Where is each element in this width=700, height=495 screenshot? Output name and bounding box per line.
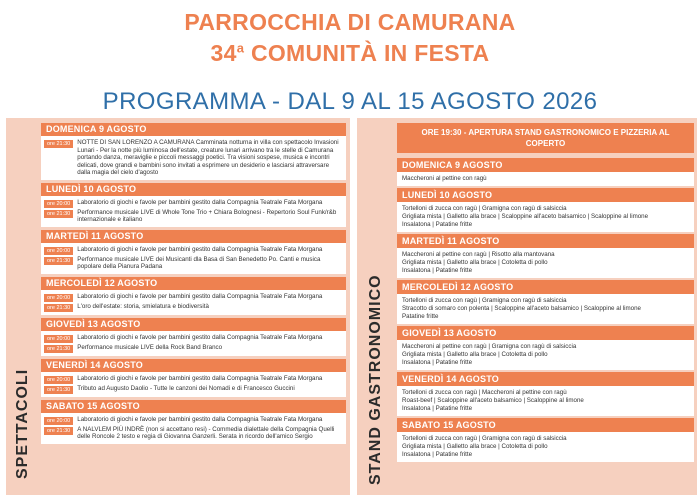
- edition-title: COMUNITÀ IN FESTA: [244, 40, 490, 66]
- menu-line: Maccheroni al pettine con ragù: [402, 175, 487, 182]
- event-row: [44, 256, 342, 271]
- day-header: MARTEDÌ 11 AGOSTO: [41, 230, 346, 243]
- menu-line: Maccheroni al pettine con ragù | Gramigna con ragù di salsiccia: [402, 343, 577, 350]
- menu-items: [397, 432, 694, 462]
- event-row: [44, 344, 342, 353]
- stand-label: STAND GASTRONOMICO: [367, 274, 384, 485]
- event-description: Laboratorio di giochi e favole per bambini gestito dalla Compagnia Teatrale Fata Morgana: [77, 374, 323, 382]
- menu-line: Tortelloni di zucca con ragù | Maccheroni al pettine con ragù: [402, 389, 567, 396]
- time-badge: ore 21:30: [44, 210, 73, 218]
- page-title: PARROCCHIA DI CAMURANA: [184, 9, 516, 35]
- spettacoli-schedule: [41, 123, 346, 447]
- time-badge: ore 21:30: [44, 345, 73, 353]
- menu-items: [397, 248, 694, 278]
- event-description: Laboratorio di giochi e favole per bambini gestito dalla Compagnia Teatrale Fata Morgana: [77, 245, 323, 253]
- menu-items: [397, 294, 694, 324]
- day-block: [41, 277, 346, 315]
- menu-line: Insalatona | Patatine fritte: [402, 359, 473, 366]
- day-block: [41, 183, 346, 227]
- day-block: [41, 318, 346, 356]
- menu-line: Roast-beef | Scaloppine all'aceto balsamico | Scaloppine al limone: [402, 397, 584, 404]
- menu-day-block: [397, 188, 694, 232]
- day-block: [41, 123, 346, 180]
- event-description: NOTTE DI SAN LORENZO A CAMURANA Camminata notturna in villa con spettacolo Invasioni Lunari - Per la notte più luminosa dell'estate, creature lunari arrivano tra le stelle di Camurana portando danza, meraviglie e piccoli messaggi poetici. Tra visioni sospese, musica e incontri delicati, dove grandi e bambini sono invitati a esprimere un desiderio e lasciarsi attraversare dalla magia del cielo d'agosto: [77, 139, 339, 176]
- menu-line: Grigliata mista | Galletto alla brace | Cotoletta di pollo: [402, 259, 548, 266]
- day-events: [41, 243, 346, 274]
- menu-day-header: MERCOLEDÌ 12 AGOSTO: [397, 280, 694, 294]
- menu-items: [397, 202, 694, 232]
- menu-day-header: SABATO 15 AGOSTO: [397, 418, 694, 432]
- time-badge: ore 21:30: [44, 427, 73, 435]
- day-events: [41, 331, 346, 356]
- time-badge: ore 20:00: [44, 417, 73, 425]
- event-row: [44, 199, 342, 208]
- menu-day-block: [397, 234, 694, 278]
- menu-line: Grigliata mista | Galletto alla brace | Cotoletta di pollo: [402, 351, 548, 358]
- event-description: L'oro dell'estate: storia, smielatura e biodiversità: [77, 302, 209, 310]
- event-description: Performance musicale LIVE dei Musicanti dla Basa di San Benedetto Po. Canti e musica popolare della Pianura Padana: [77, 255, 321, 270]
- time-badge: ore 20:00: [44, 376, 73, 384]
- event-description: Tributo ad Augusto Daolio - Tutte le canzoni dei Nomadi e di Francesco Guccini: [77, 384, 295, 392]
- menu-day-header: GIOVEDÌ 13 AGOSTO: [397, 326, 694, 340]
- event-description: Laboratorio di giochi e favole per bambini gestito dalla Compagnia Teatrale Fata Morgana: [77, 333, 323, 341]
- day-block: [41, 230, 346, 274]
- event-row: [44, 246, 342, 255]
- event-row: [44, 209, 342, 224]
- day-events: [41, 196, 346, 227]
- day-events: [41, 372, 346, 397]
- menu-line: Insalatona | Patatine fritte: [402, 451, 473, 458]
- time-badge: ore 21:30: [44, 140, 73, 148]
- edition-ordinal: a: [236, 40, 245, 56]
- event-description: Laboratorio di giochi e favole per bambini gestito dalla Compagnia Teatrale Fata Morgana: [77, 292, 323, 300]
- event-row: [44, 416, 342, 425]
- page-title-secondary: [0, 40, 700, 67]
- menu-line: Maccheroni al pettine con ragù | Risotto alla mantovana: [402, 251, 555, 258]
- day-header: DOMENICA 9 AGOSTO: [41, 123, 346, 136]
- spettacoli-label: SPETTACOLI: [14, 368, 31, 479]
- event-description: Laboratorio di giochi e favole per bambini gestito dalla Compagnia Teatrale Fata Morgana: [77, 198, 323, 206]
- menu-items: [397, 386, 694, 416]
- event-row: [44, 334, 342, 343]
- stand-opening-banner: ORE 19:30 - APERTURA STAND GASTRONOMICO E PIZZERIA AL COPERTO: [397, 123, 694, 153]
- spettacoli-panel: [6, 118, 350, 495]
- edition-number: 34: [210, 40, 237, 66]
- day-events: [41, 290, 346, 315]
- menu-day-block: [397, 280, 694, 324]
- menu-day-block: [397, 372, 694, 416]
- time-badge: ore 21:30: [44, 386, 73, 394]
- time-badge: ore 21:30: [44, 304, 73, 312]
- menu-day-header: DOMENICA 9 AGOSTO: [397, 158, 694, 172]
- event-description: Performance musicale LIVE di Whole Tone Trio + Chiara Bolognesi - Repertorio Soul Funk/r&b internazionale e italiano: [77, 208, 337, 223]
- stand-menu: [397, 123, 694, 464]
- time-badge: ore 20:00: [44, 335, 73, 343]
- event-row: [44, 303, 342, 312]
- menu-line: Insalatona | Patatine fritte: [402, 221, 473, 228]
- day-header: LUNEDÌ 10 AGOSTO: [41, 183, 346, 196]
- event-description: Laboratorio di giochi e favole per bambini gestito dalla Compagnia Teatrale Fata Morgana: [77, 415, 323, 423]
- day-events: [41, 136, 346, 180]
- event-row: [44, 426, 342, 441]
- stand-panel: [357, 118, 697, 495]
- program-subtitle: PROGRAMMA - DAL 9 AL 15 AGOSTO 2026: [102, 88, 598, 115]
- menu-day-header: LUNEDÌ 10 AGOSTO: [397, 188, 694, 202]
- day-block: [41, 400, 346, 444]
- event-row: [44, 385, 342, 394]
- menu-day-header: MARTEDÌ 11 AGOSTO: [397, 234, 694, 248]
- menu-line: Stracotto di somaro con polenta | Scaloppine all'aceto balsamico | Scaloppine al limone: [402, 305, 641, 312]
- event-row: [44, 375, 342, 384]
- event-row: [44, 293, 342, 302]
- menu-line: Patatine fritte: [402, 313, 439, 320]
- event-description: Performance musicale LIVE della Rock Band Branco: [77, 343, 223, 351]
- day-header: GIOVEDÌ 13 AGOSTO: [41, 318, 346, 331]
- menu-line: Grigliata mista | Galletto alla brace | Scaloppine all'aceto balsamico | Scaloppine al limone: [402, 213, 649, 220]
- menu-line: Insalatona | Patatine fritte: [402, 267, 473, 274]
- day-header: VENERDÌ 14 AGOSTO: [41, 359, 346, 372]
- menu-line: Tortelloni di zucca con ragù | Gramigna con ragù di salsiccia: [402, 435, 567, 442]
- day-block: [41, 359, 346, 397]
- menu-day-block: [397, 158, 694, 186]
- menu-items: [397, 172, 694, 186]
- menu-line: Tortelloni di zucca con ragù | Gramigna con ragù di salsiccia: [402, 297, 567, 304]
- menu-line: Grigliata mista | Galletto alla brace | Cotoletta di pollo: [402, 443, 548, 450]
- time-badge: ore 20:00: [44, 200, 73, 208]
- day-events: [41, 413, 346, 444]
- time-badge: ore 20:00: [44, 247, 73, 255]
- menu-day-block: [397, 326, 694, 370]
- day-header: MERCOLEDÌ 12 AGOSTO: [41, 277, 346, 290]
- day-header: SABATO 15 AGOSTO: [41, 400, 346, 413]
- event-description: A NALVLEM PIÙ INDRÈ (non si accettano resi) - Commedia dialettale della Compagnia Quelli delle Roncole 2 testo e regia di Giovanna Ganzerli. Serata in ricordo dell'amico Sergio: [77, 425, 335, 440]
- time-badge: ore 21:30: [44, 257, 73, 265]
- menu-day-header: VENERDÌ 14 AGOSTO: [397, 372, 694, 386]
- time-badge: ore 20:00: [44, 294, 73, 302]
- event-row: [44, 139, 342, 177]
- menu-line: Tortelloni di zucca con ragù | Gramigna con ragù di salsiccia: [402, 205, 567, 212]
- menu-day-block: [397, 418, 694, 462]
- menu-line: Insalatona | Patatine fritte: [402, 405, 473, 412]
- menu-items: [397, 340, 694, 370]
